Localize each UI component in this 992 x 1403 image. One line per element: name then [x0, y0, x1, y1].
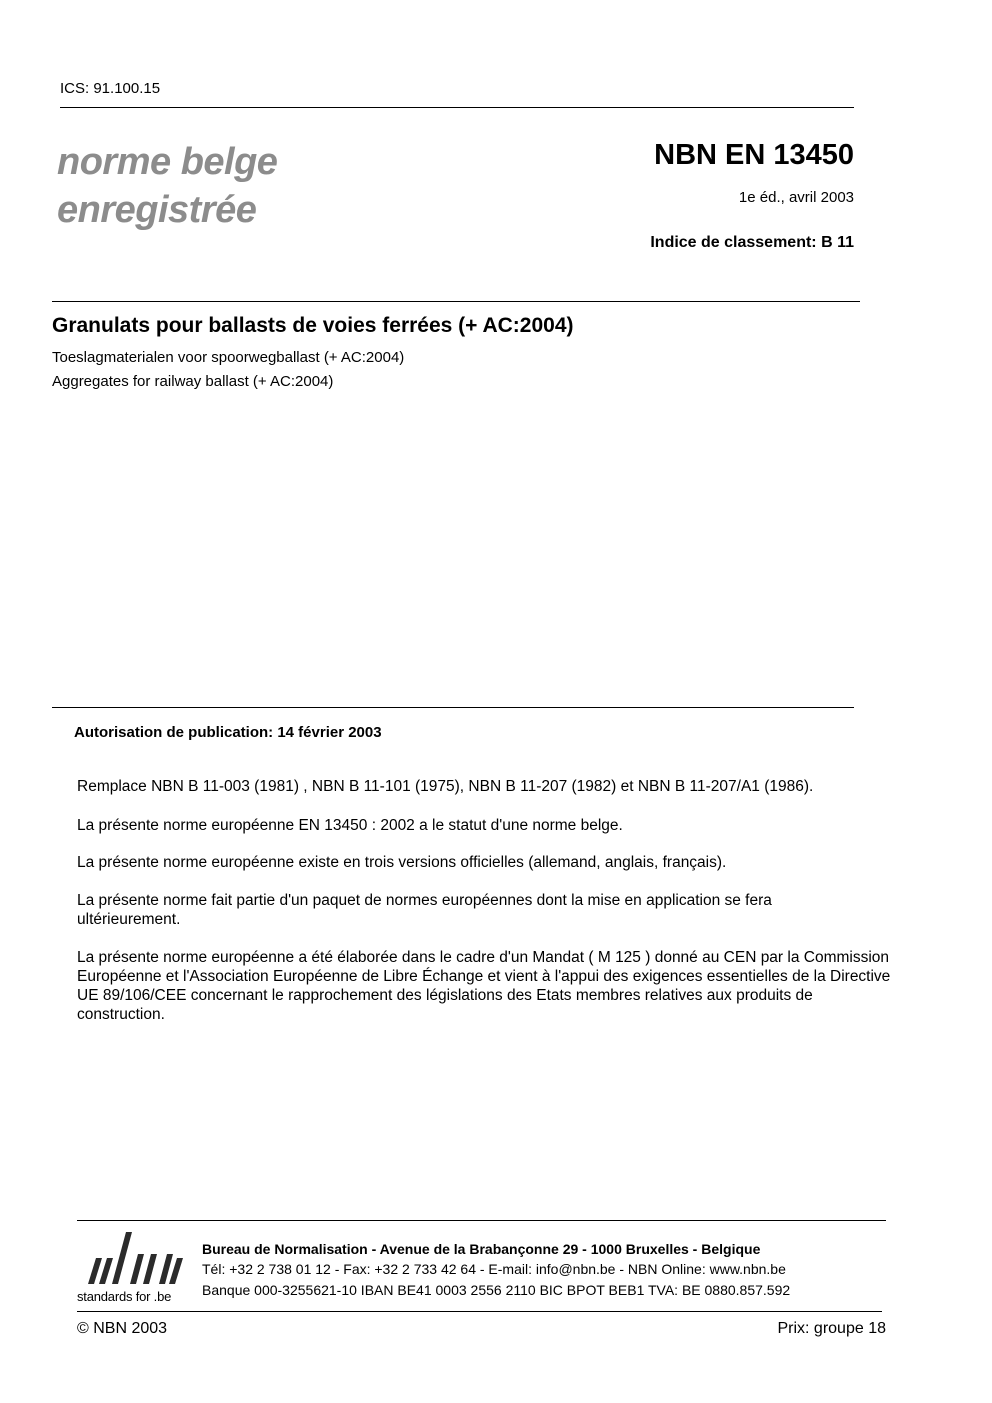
title-dutch: Toeslagmaterialen voor spoorwegballast (+ AC:2004)	[52, 349, 405, 366]
title-english: Aggregates for railway ballast (+ AC:2004)	[52, 373, 334, 390]
paragraph-mandat: La présente norme européenne a été élaborée dans le cadre d'un Mandat ( M 125 ) donné au CEN par la Commission Européenne et l'Association Européenne de Libre Échange et vient à l'appui des exigences essentielles de la Directive UE 89/106/CEE concernant le rapprochement des législations des Etats membres relatives aux produits de construction.	[77, 949, 891, 1023]
price-group: Prix: groupe 18	[777, 1320, 886, 1337]
paragraph-remplace: Remplace NBN B 11-003 (1981) , NBN B 11-101 (1975), NBN B 11-207 (1982) et NBN B 11-207/A1 (1986).	[77, 778, 814, 795]
header-divider	[60, 107, 854, 108]
enregistree-label: enregistrée	[57, 189, 257, 231]
footer-divider-top	[77, 1220, 886, 1221]
title-french: Granulats pour ballasts de voies ferrées (+ AC:2004)	[52, 314, 574, 337]
classification-index: Indice de classement: B 11	[650, 234, 854, 251]
footer-divider-bottom	[77, 1311, 882, 1312]
norme-belge-label: norme belge	[57, 141, 278, 183]
body-divider	[52, 707, 854, 708]
publication-authorization: Autorisation de publication: 14 février 2003	[74, 724, 382, 741]
bureau-address: Bureau de Normalisation - Avenue de la Brabançonne 29 - 1000 Bruxelles - Belgique	[202, 1241, 761, 1257]
title-divider	[52, 301, 860, 302]
contact-info: Tél: +32 2 738 01 12 - Fax: +32 2 733 42 64 - E-mail: info@nbn.be - NBN Online: www.nbn.be	[202, 1261, 786, 1277]
edition-date: 1e éd., avril 2003	[738, 189, 854, 206]
bank-info: Banque 000-3255621-10 IBAN BE41 0003 2556 2110 BIC BPOT BEB1 TVA: BE 0880.857.592	[202, 1282, 791, 1298]
paragraph-paquet: La présente norme fait partie d'un paquet de normes européennes dont la mise en application se fera ultérieurement.	[77, 892, 772, 928]
logo-tagline: standards for .be	[77, 1289, 172, 1304]
ics-code: ICS: 91.100.15	[60, 80, 161, 97]
paragraph-statut: La présente norme européenne EN 13450 : 2002 a le statut d'une norme belge.	[77, 817, 623, 834]
standard-code: NBN EN 13450	[654, 139, 854, 171]
copyright: © NBN 2003	[77, 1320, 168, 1337]
paragraph-versions: La présente norme européenne existe en trois versions officielles (allemand, anglais, français).	[77, 854, 727, 871]
